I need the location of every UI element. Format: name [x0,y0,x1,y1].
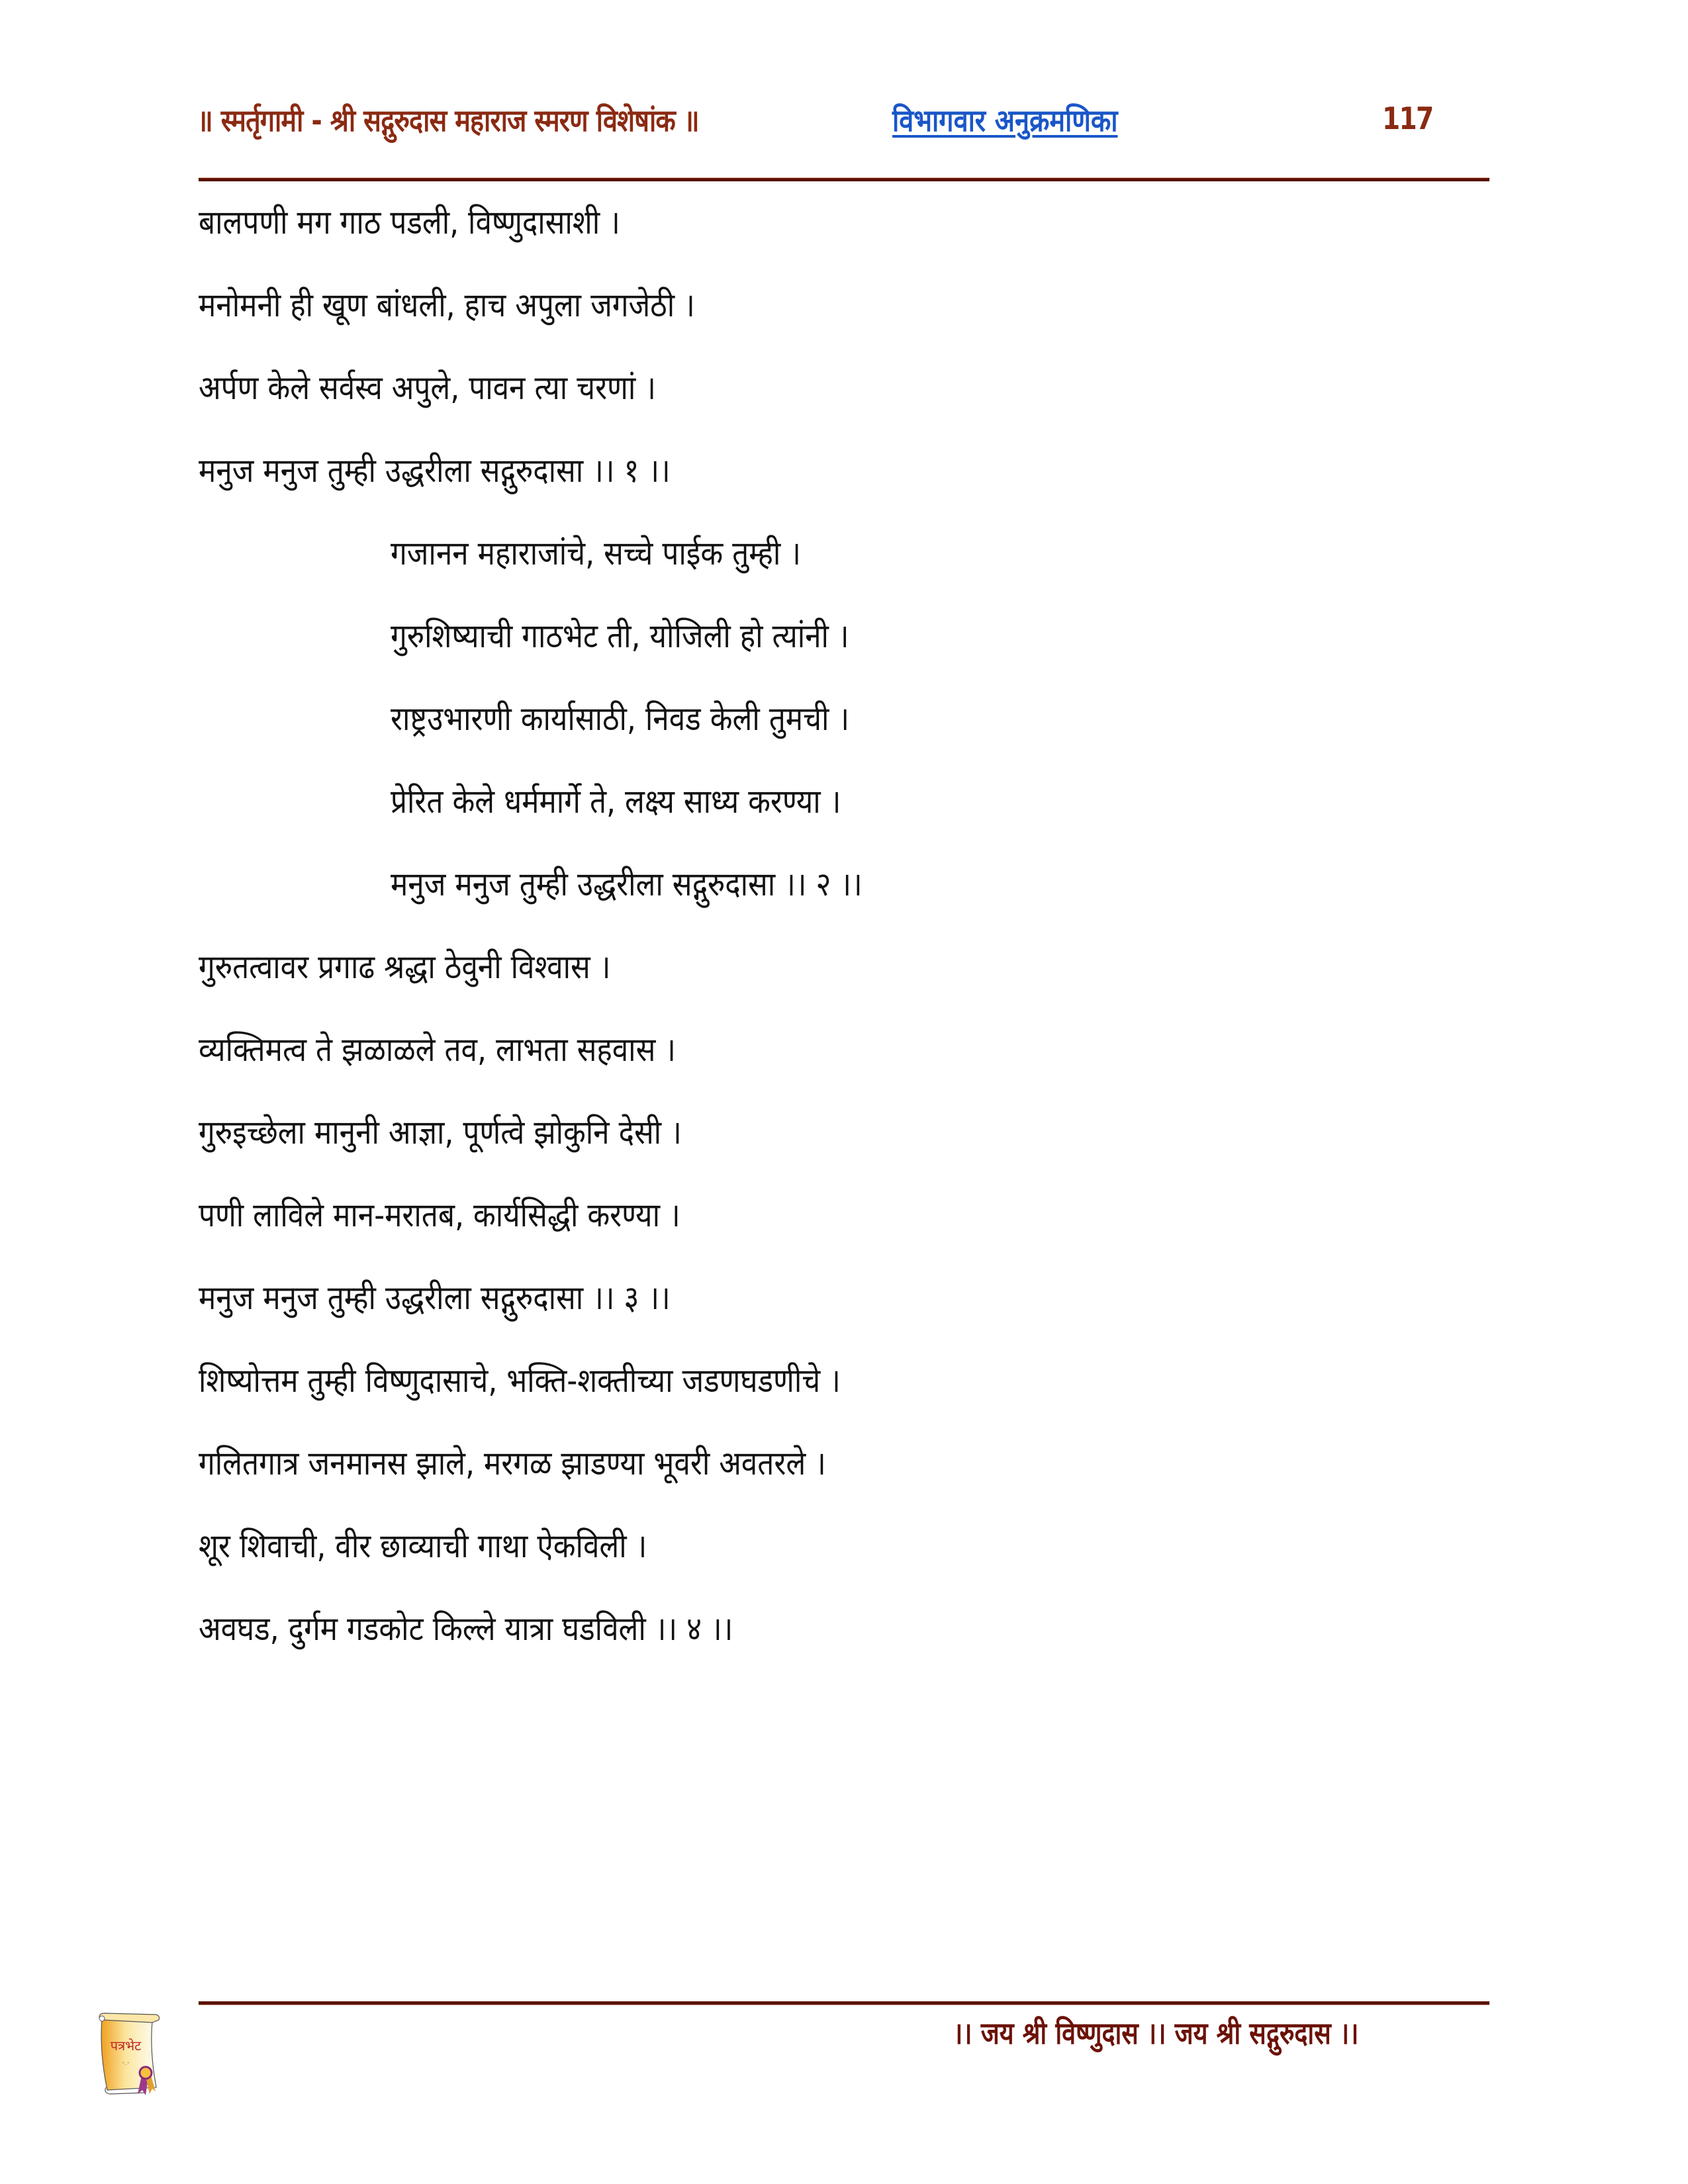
verse-line: बालपणी मग गाठ पडली, विष्णुदासाशी । [199,203,620,242]
verse-line-indented: गुरुशिष्याची गाठभेट ती, योजिली हो त्यांनी । [391,617,849,655]
scroll-ribbon-icon [93,2012,165,2098]
verse-line: गलितगात्र जनमानस झाले, मरगळ झाडण्या भूवरी अवतरले । [199,1444,826,1482]
verse-line-indented: गजानन महाराजांचे, सच्चे पाईक तुम्ही । [391,534,801,572]
verse-line: अर्पण केले सर्वस्व अपुले, पावन त्या चरणां । [199,369,656,407]
footer-salutation: ।। जय श्री विष्णुदास ।। जय श्री सद्गुरुदास ।। [953,2015,1359,2051]
verse-line: गुरुतत्वावर प्रगाढ श्रद्धा ठेवुनी विश्वास । [199,948,611,986]
patrabhet-logo [93,2012,165,2098]
publication-title: ॥ स्मर्तृगामी - श्री सद्गुरुदास महाराज स्मरण विशेषांक ॥ [197,103,699,138]
header-divider [199,178,1489,181]
verse-line-refrain: मनुज मनुज तुम्ही उद्धरीला सद्गुरुदासा ।। ३ ।। [199,1279,671,1317]
page-number: 117 [1382,101,1433,136]
verse-line: शूर शिवाची, वीर छाव्याची गाथा ऐकविली । [199,1527,647,1565]
verse-line: व्यक्तिमत्व ते झळाळले तव, लाभता सहवास । [199,1030,676,1069]
footer-divider [199,2001,1489,2005]
svg-text:"…": "…" [122,2062,129,2066]
verse-line: मनोमनी ही खूण बांधली, हाच अपुला जगजेठी । [199,286,695,324]
verse-line-indented: प्रेरित केले धर्ममार्गे ते, लक्ष्य साध्य करण्या । [391,782,841,821]
verse-line: शिष्योत्तम तुम्ही विष्णुदासाचे, भक्ति-शक्तीच्या जडणघडणीचे । [199,1361,841,1400]
verse-line-indented: राष्ट्रउभारणी कार्यासाठी, निवड केली तुमची । [391,700,850,738]
verse-line: अवघड, दुर्गम गडकोट किल्ले यात्रा घडविली ।। ४ ।। [199,1610,733,1648]
svg-text:पत्रभेट: पत्रभेट [110,2038,142,2054]
verse-line: पणी लाविले मान-मरातब, कार्यसिद्धी करण्या । [199,1196,680,1234]
verse-line-refrain: मनुज मनुज तुम्ही उद्धरीला सद्गुरुदासा ।। १ ।। [199,451,671,490]
verse-line: गुरुइच्छेला मानुनी आज्ञा, पूर्णत्वे झोकुनि देसी । [199,1113,682,1152]
verse-line-refrain: मनुज मनुज तुम्ही उद्धरीला सद्गुरुदासा ।। २ ।। [391,865,863,903]
section-index-link[interactable]: विभागवार अनुक्रमणिका [892,103,1118,138]
